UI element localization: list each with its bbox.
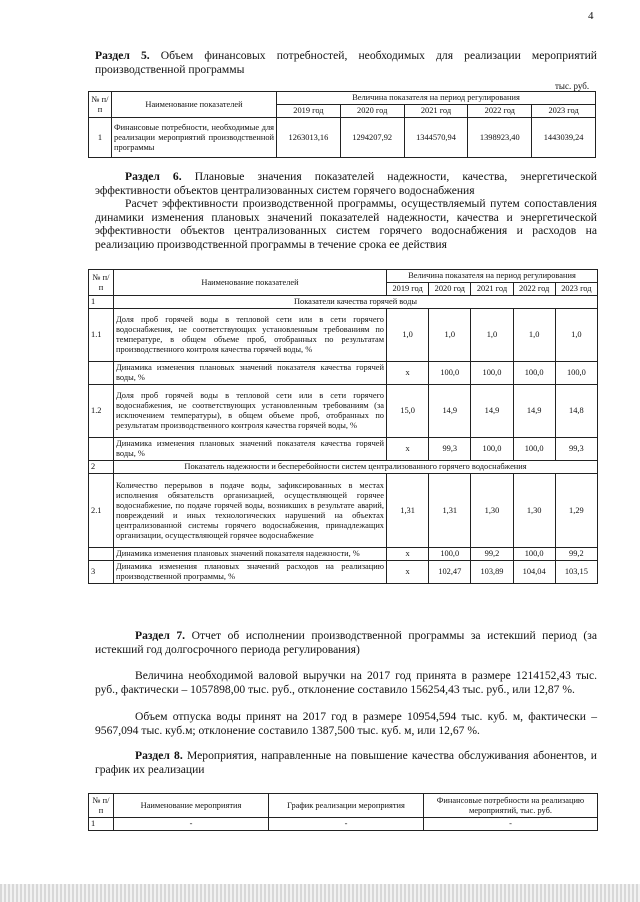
page-number: 4 — [588, 10, 594, 22]
value-cell: 102,47 — [429, 561, 471, 584]
section-7-title: Отчет об исполнении производственной программы за истекший период (за истекший год долгосрочного периода регулирования) — [95, 629, 598, 656]
value-cell: 99,3 — [555, 438, 597, 461]
value-cell: 1,31 — [429, 474, 471, 548]
value-cell: 1443039,24 — [532, 118, 596, 158]
table-row-name: Количество перерывов в подаче воды, зафиксированных в местах исполнения обязательств организацией, осуществляющей горячее водоснабжение, по подаче горячей воды, возникших в результате аварий, повреждений и иных технологических нарушений на объектах централизованной системы горячего водоснабжения, принадлежащих организации, осуществляющей горячее водоснабжение — [114, 474, 387, 548]
value-cell: х — [387, 362, 429, 385]
value-cell: 1,0 — [429, 309, 471, 362]
table-section-row: Показатель надежности и бесперебойности систем централизованного горячего водоснабжения — [114, 461, 598, 474]
section-6-title: Плановые значения показателей надежности, качества, энергетической эффективности объектов централизованных систем горячего водоснабжения — [95, 170, 597, 197]
col-name-header: Наименование показателей — [112, 92, 277, 118]
value-cell: 103,15 — [555, 561, 597, 584]
section-6-table — [88, 269, 598, 584]
col-period-header: Величина показателя на период регулирования — [277, 92, 596, 105]
section-8-label: Раздел 8. — [135, 749, 183, 762]
col-finance-header: Финансовые потребности на реализацию мероприятий, тыс. руб. — [424, 794, 598, 818]
year-header: 2019 год — [277, 105, 341, 118]
row-name: Финансовые потребности, необходимые для реализации мероприятий производственной программы — [112, 118, 277, 158]
table-row-num: 3 — [89, 561, 114, 584]
table-row-name: Доля проб горячей воды в тепловой сети или в сети горячего водоснабжения, не соответствующих установленным требованиям (за исключением температуры), в общем объеме проб, отобранных по результатам производственного контроля качества горячей воды, % — [114, 385, 387, 438]
scan-edge-band — [0, 884, 640, 902]
value-cell: 14,9 — [429, 385, 471, 438]
value-cell: 14,9 — [471, 385, 513, 438]
value-cell: 100,0 — [555, 362, 597, 385]
value-cell: 100,0 — [471, 362, 513, 385]
section-5-heading — [95, 49, 597, 76]
section-8-title: Мероприятия, направленные на повышение качества обслуживания абонентов, и график их реализации — [95, 749, 598, 776]
value-cell: 14,8 — [555, 385, 597, 438]
col-num-header: № п/п — [89, 92, 112, 118]
value-cell: х — [387, 548, 429, 561]
value-cell: х — [387, 561, 429, 584]
value-cell: - — [269, 818, 424, 831]
col-num-header: № п/п — [89, 794, 114, 818]
table-row-num: 1.2 — [89, 385, 114, 438]
row-num: 1 — [89, 118, 112, 158]
section-8-heading — [95, 749, 597, 776]
value-cell: 1,0 — [513, 309, 555, 362]
value-cell: 99,3 — [429, 438, 471, 461]
section-7-heading — [95, 629, 597, 656]
value-cell: 103,89 — [471, 561, 513, 584]
value-cell: 1398923,40 — [468, 118, 532, 158]
section-6-label: Раздел 6. — [125, 170, 182, 183]
section-7-label: Раздел 7. — [135, 629, 186, 642]
year-header: 2023 год — [532, 105, 596, 118]
year-header: 2023 год — [555, 283, 597, 296]
section-5-label: Раздел 5. — [95, 49, 150, 62]
value-cell: 1,30 — [513, 474, 555, 548]
value-cell: 100,0 — [471, 438, 513, 461]
table-row-name: Динамика изменения плановых значений показателя качества горячей воды, % — [114, 438, 387, 461]
value-cell: х — [387, 438, 429, 461]
section-6-paragraph: Расчет эффективности производственной программы, осуществляемый путем сопоставления динамики изменения плановых значений показателей надежности, качества и энергетической эффективности объектов централизованных систем горячего водоснабжения и расходов на реализацию производственной программы в течение срока ее действия — [95, 197, 597, 251]
value-cell: - — [114, 818, 269, 831]
units-label: тыс. руб. — [555, 81, 590, 91]
table-row-num: 1 — [89, 296, 114, 309]
value-cell: 100,0 — [513, 438, 555, 461]
year-header: 2019 год — [387, 283, 429, 296]
year-header: 2022 год — [513, 283, 555, 296]
table-row-num — [89, 548, 114, 561]
value-cell: 100,0 — [429, 362, 471, 385]
table-section-row: Показатели качества горячей воды — [114, 296, 598, 309]
col-period-header: Величина показателя на период регулирования — [387, 270, 598, 283]
section-8-table — [88, 793, 598, 831]
table-row-num: 1 — [89, 818, 114, 831]
col-num-header: № п/п — [89, 270, 114, 296]
table-row-name: Динамика изменения плановых значений расходов на реализацию производственной программы, % — [114, 561, 387, 584]
year-header: 2021 год — [471, 283, 513, 296]
value-cell: 100,0 — [429, 548, 471, 561]
value-cell: 1344570,94 — [404, 118, 468, 158]
value-cell: 100,0 — [513, 548, 555, 561]
table-row-num — [89, 438, 114, 461]
value-cell: 99,2 — [471, 548, 513, 561]
value-cell: 1,30 — [471, 474, 513, 548]
table-row-name: Динамика изменения плановых значений показателя надежности, % — [114, 548, 387, 561]
value-cell: - — [424, 818, 598, 831]
value-cell: 1,0 — [555, 309, 597, 362]
value-cell: 14,9 — [513, 385, 555, 438]
value-cell: 104,04 — [513, 561, 555, 584]
year-header: 2022 год — [468, 105, 532, 118]
col-name-header: Наименование мероприятия — [114, 794, 269, 818]
value-cell: 1294207,92 — [340, 118, 404, 158]
table-row-num: 2.1 — [89, 474, 114, 548]
col-schedule-header: График реализации мероприятия — [269, 794, 424, 818]
table-row-name: Динамика изменения плановых значений показателя качества горячей воды, % — [114, 362, 387, 385]
table-row-num: 2 — [89, 461, 114, 474]
section-5-table — [88, 91, 596, 158]
section-5-title: Объем финансовых потребностей, необходимых для реализации мероприятий производственной программы — [95, 49, 597, 76]
section-6-heading — [95, 170, 597, 197]
col-name-header: Наименование показателей — [114, 270, 387, 296]
table-row-num — [89, 362, 114, 385]
value-cell: 15,0 — [387, 385, 429, 438]
value-cell: 1,31 — [387, 474, 429, 548]
year-header: 2021 год — [404, 105, 468, 118]
section-7-paragraph-revenue: Величина необходимой валовой выручки на 2017 год принята в размере 1214152,43 тыс. руб., фактически – 1057898,00 тыс. руб., отклонение составило 156254,43 тыс. руб., или 12,87 %. — [95, 669, 597, 696]
year-header: 2020 год — [340, 105, 404, 118]
table-row-name: Доля проб горячей воды в тепловой сети или в сети горячего водоснабжения, не соответствующих установленным требованиям по температуре, в общем объеме проб, отобранных по результатам производственного контроля качества горячей воды, % — [114, 309, 387, 362]
value-cell: 100,0 — [513, 362, 555, 385]
value-cell: 1,29 — [555, 474, 597, 548]
table-row-num: 1.1 — [89, 309, 114, 362]
value-cell: 1,0 — [471, 309, 513, 362]
value-cell: 1,0 — [387, 309, 429, 362]
section-7-paragraph-volume: Объем отпуска воды принят на 2017 год в размере 10954,594 тыс. куб. м, фактически – 9567,094 тыс. куб.м; отклонение составило 1387,500 тыс. куб. м, или 12,67 %. — [95, 710, 597, 737]
value-cell: 99,2 — [555, 548, 597, 561]
value-cell: 1263013,16 — [277, 118, 341, 158]
year-header: 2020 год — [429, 283, 471, 296]
